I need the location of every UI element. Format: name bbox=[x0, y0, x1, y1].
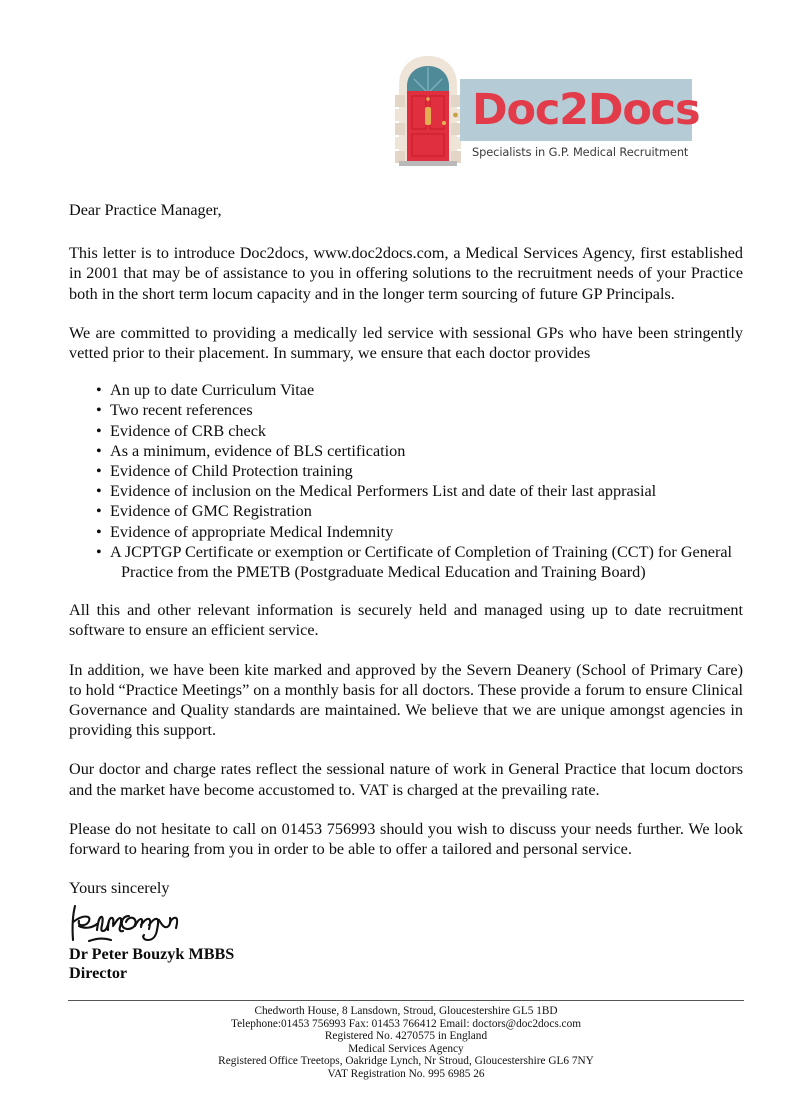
closing-line: Yours sincerely bbox=[69, 879, 170, 898]
paragraph-intro: This letter is to introduce Doc2docs, www.doc2docs.com, a Medical Services Agency, first established in 2001 that may be of assistance to you in offering solutions to the recruitment needs of your Practice both in the short term locum capacity and in the longer term sourcing of future GP Principals. bbox=[69, 244, 743, 303]
list-item-label: An up to date Curriculum Vitae bbox=[110, 381, 315, 400]
company-logo bbox=[392, 55, 700, 175]
letterhead bbox=[0, 0, 790, 185]
bullet-icon: • bbox=[96, 401, 102, 420]
brand-tagline: Specialists in G.P. Medical Recruitment bbox=[472, 145, 689, 159]
list-item bbox=[69, 501, 743, 521]
list-item-label: Evidence of appropriate Medical Indemnity bbox=[110, 522, 394, 541]
bullet-icon: • bbox=[96, 421, 102, 440]
list-item bbox=[69, 542, 743, 582]
footer-registration-number: Registered No. 4270575 in England bbox=[324, 1030, 488, 1043]
list-item bbox=[69, 522, 743, 542]
bullet-icon: • bbox=[96, 462, 102, 481]
requirements-list bbox=[69, 380, 743, 582]
paragraph-rates: Our doctor and charge rates reflect the sessional nature of work in General Practice that locum doctors and the market have become accustomed to. VAT is charged at the prevailing rate. bbox=[69, 760, 743, 799]
signatory-title: Director bbox=[69, 964, 128, 983]
list-item bbox=[69, 380, 743, 400]
footer-vat-number: VAT Registration No. 995 6985 26 bbox=[327, 1067, 485, 1080]
list-item-label: Two recent references bbox=[110, 401, 253, 420]
list-item-label: Evidence of CRB check bbox=[110, 421, 266, 440]
bullet-icon: • bbox=[96, 441, 102, 460]
brand-wordmark: Doc2Docs bbox=[472, 85, 700, 135]
list-item-label: Evidence of inclusion on the Medical Performers List and date of their last apprasial bbox=[110, 482, 657, 501]
list-item bbox=[69, 441, 743, 461]
bullet-icon: • bbox=[96, 522, 102, 541]
footer-registered-office: Registered Office Treetops, Oakridge Lynch, Nr Stroud, Gloucestershire GL6 7NY bbox=[218, 1055, 594, 1068]
footer-address: Chedworth House, 8 Lansdown, Stroud, Gloucestershire GL5 1BD bbox=[254, 1005, 558, 1017]
paragraph-kite-marked: In addition, we have been kite marked and approved by the Severn Deanery (School of Primary Care) to hold “Practice Meetings” on a monthly basis for all doctors. These provide a forum to ensure Clinical Governance and Quality standards are maintained. We believe that we are unique amongst agencies in providing this support. bbox=[69, 660, 744, 740]
bullet-icon: • bbox=[96, 381, 102, 400]
salutation: Dear Practice Manager, bbox=[69, 201, 222, 219]
bullet-icon: • bbox=[96, 542, 102, 561]
footer-contact: Telephone:01453 756993 Fax: 01453 766412 Email: doctors@doc2docs.com bbox=[230, 1017, 582, 1030]
bullet-icon: • bbox=[96, 482, 102, 501]
footer-business-type: Medical Services Agency bbox=[348, 1042, 464, 1055]
paragraph-data-management: All this and other relevant information is securely held and managed using up to date recruitment software to ensure an efficient service. bbox=[69, 601, 743, 640]
list-item bbox=[69, 481, 743, 501]
front-door-icon bbox=[392, 55, 464, 168]
list-item-label: Evidence of Child Protection training bbox=[110, 462, 353, 481]
list-item-label: Evidence of GMC Registration bbox=[110, 502, 312, 521]
handwritten-signature-icon bbox=[67, 900, 207, 948]
list-item bbox=[69, 461, 743, 481]
bullet-icon: • bbox=[96, 502, 102, 521]
footer-divider bbox=[68, 1000, 744, 1001]
signatory-name: Dr Peter Bouzyk MBBS bbox=[69, 945, 235, 964]
list-item bbox=[69, 421, 743, 441]
list-item-label: A JCPTGP Certificate or exemption or Certificate of Completion of Training (CCT) for General Practice from the PMETB (Postgraduate Medical Education and Training Board) bbox=[110, 542, 733, 582]
list-item-label: As a minimum, evidence of BLS certification bbox=[110, 441, 406, 460]
paragraph-commitment: We are committed to providing a medically led service with sessional GPs who have been stringently vetted prior to their placement. In summary, we ensure that each doctor provides bbox=[69, 323, 743, 363]
letter-body bbox=[69, 200, 743, 983]
paragraph-contact: Please do not hesitate to call on 01453 756993 should you wish to discuss your needs further. We look forward to hearing from you in order to be able to offer a tailored and personal service. bbox=[69, 819, 743, 859]
list-item bbox=[69, 400, 743, 420]
page-footer bbox=[68, 1000, 744, 1081]
